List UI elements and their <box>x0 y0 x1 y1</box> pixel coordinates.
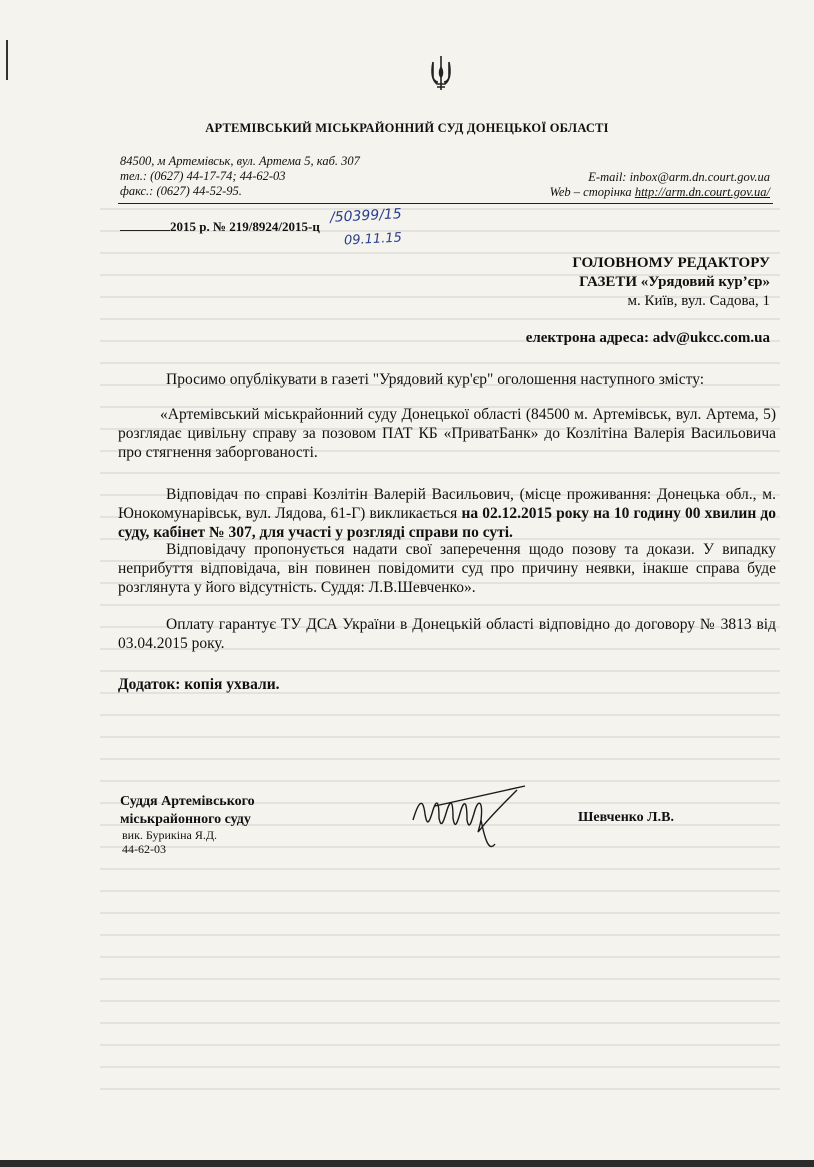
trident-emblem-icon <box>428 54 454 92</box>
header-divider <box>118 203 773 204</box>
judge-title <box>120 793 255 829</box>
summons-date-text: на 02.12.2015 року на 10 годину 00 хвилин до суду, кабінет № 307, для участі у розгляді справи по суті. <box>118 505 776 541</box>
executor-phone: 44-62-03 <box>122 842 166 856</box>
announcement-paragraph-3: Відповідачу пропонується надати свої заперечення щодо позову та докази. У випадку неприбуття відповідача, він повинен повідомити суд про причину неявки, інакше справа буде розглянута у його відсутність. Суддя: Л.В.Шевченко». <box>118 541 776 596</box>
court-email[interactable]: inbox@arm.dn.court.gov.ua <box>629 170 770 184</box>
court-fax: факс.: (0627) 44-52-95. <box>120 184 242 198</box>
court-website-link[interactable]: http://arm.dn.court.gov.ua/ <box>634 185 770 199</box>
recipient-line-1: ГОЛОВНОМУ РЕДАКТОРУ <box>572 255 770 271</box>
judge-name: Шевченко Л.В. <box>578 810 674 825</box>
email-label: E-mail: <box>588 170 630 184</box>
handwritten-date: 09.11.15 <box>343 230 403 249</box>
outgoing-number <box>120 218 320 235</box>
handwritten-registration: /50399/15 <box>329 206 403 226</box>
court-name: АРТЕМІВСЬКИЙ МІСЬКРАЙОННИЙ СУД ДОНЕЦЬКОЇ ОБЛАСТІ <box>205 121 609 135</box>
court-contacts-right <box>550 170 770 200</box>
announcement-paragraph-2 <box>118 485 776 542</box>
web-label: Web – сторінка <box>549 185 635 199</box>
court-address: 84500, м Артемівськ, вул. Артема 5, каб. 307 <box>120 154 360 168</box>
recipient-line-2: ГАЗЕТИ «Урядовий кур’єр» <box>579 274 770 290</box>
announcement-paragraph-1: «Артемівський міськрайонний суду Донецької області (84500 м. Артемівськ, вул. Артема, 5) розглядає цивільну справу за позовом ПАТ КБ «ПриватБанк» до Козлітіна Валерія Васильовича про стягнення заборгованості. <box>118 406 776 461</box>
executor-info <box>122 828 217 856</box>
attachment-note: Додаток: копія ухвали. <box>118 676 280 693</box>
recipient-block <box>572 254 770 311</box>
handwritten-signature-icon <box>405 780 560 855</box>
judge-title-line-2: міськрайонного суду <box>120 812 251 827</box>
judge-title-line-1: Суддя Артемівського <box>120 794 255 809</box>
court-phone: тел.: (0627) 44-17-74; 44-62-03 <box>120 169 286 183</box>
date-blank <box>120 218 170 231</box>
recipient-email: електрона адреса: adv@ukcc.com.ua <box>525 330 770 346</box>
outgoing-number-text: 2015 р. № 219/8924/2015-ц <box>170 219 320 234</box>
request-paragraph: Просимо опублікувати в газеті "Урядовий кур'єр" оголошення наступного змісту: <box>166 371 705 388</box>
executor-name: вик. Бурикіна Я.Д. <box>122 828 218 842</box>
scan-edge <box>0 1160 814 1167</box>
recipient-line-3: м. Київ, вул. Садова, 1 <box>627 293 770 309</box>
payment-paragraph: Оплату гарантує ТУ ДСА України в Донецькій області відповідно до договору № 3813 від 03.04.2015 року. <box>118 616 776 652</box>
court-contacts-left <box>120 154 360 199</box>
margin-mark <box>6 40 8 80</box>
summons-text: Відповідач по справі Козлітін Валерій Васильович, (місце проживання: Донецька обл., м. Юнокомунарівськ, вул. Лядова, 61-Г) викликається <box>118 486 776 522</box>
